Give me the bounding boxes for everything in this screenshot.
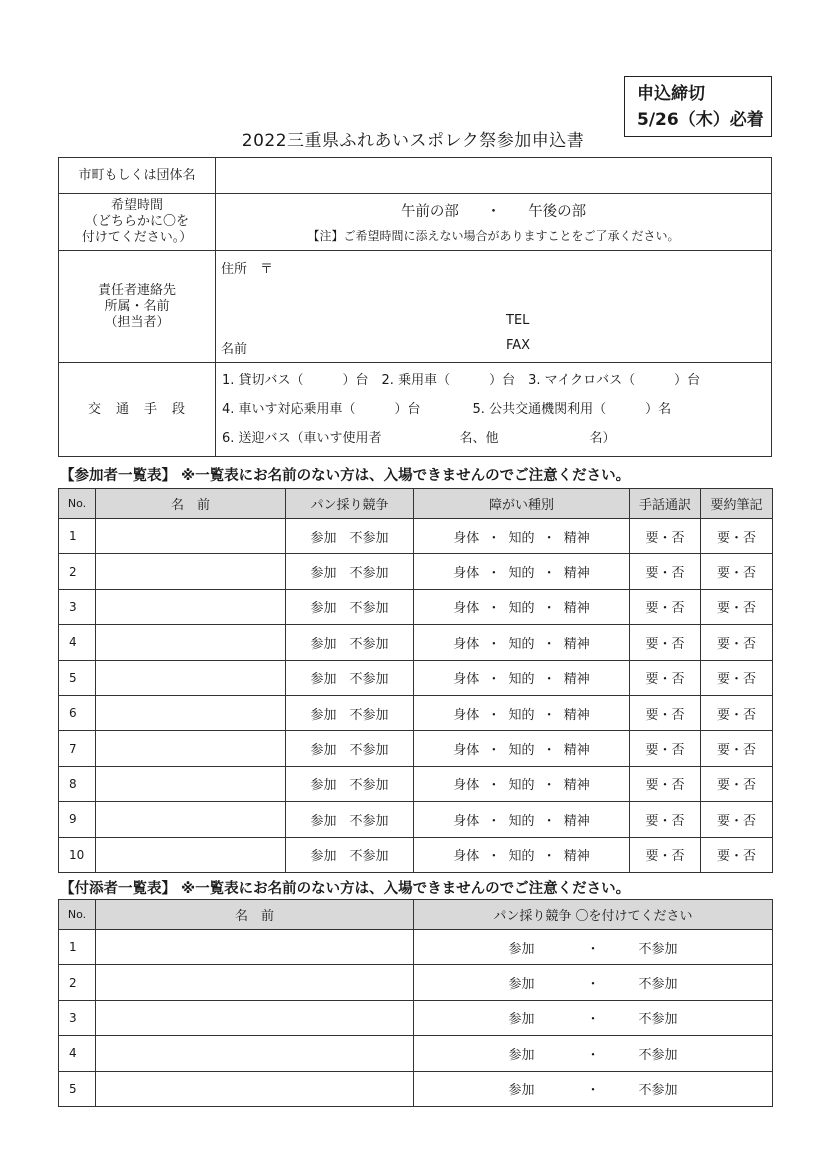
col-no: No. xyxy=(59,489,96,519)
bread-option[interactable]: 参加 不参加 xyxy=(286,695,414,730)
sign-option[interactable]: 要・否 xyxy=(630,589,701,624)
bread-option[interactable]: 参加 不参加 xyxy=(286,589,414,624)
disability-option[interactable]: 身体 ・ 知的 ・ 精神 xyxy=(414,695,630,730)
contact-label: 責任者連絡先 所属・名前 （担当者） xyxy=(59,251,216,363)
bread-option[interactable]: 参加 不参加 xyxy=(286,731,414,766)
participant-row xyxy=(59,695,773,730)
attendant-name-cell[interactable] xyxy=(96,1036,414,1071)
time-note: 【注】ご希望時間に添えない場合がありますことをご了承ください。 xyxy=(307,229,680,243)
participant-row xyxy=(59,589,773,624)
attendants-heading: 【付添者一覧表】 ※一覧表にお名前のない方は、入場できませんのでご注意ください。 xyxy=(60,881,631,897)
bread-option[interactable]: 参加 不参加 xyxy=(286,519,414,554)
deadline-date: 5/26（木）必着 xyxy=(637,110,764,130)
time-am-option[interactable]: 午前の部 xyxy=(400,204,459,220)
participant-name-cell[interactable] xyxy=(96,802,286,837)
col-no: No. xyxy=(59,900,96,930)
org-input-cell[interactable] xyxy=(216,158,772,194)
row-number: 3 xyxy=(59,1000,96,1035)
row-number: 4 xyxy=(59,625,96,660)
bread-option[interactable]: 参加 ・ 不参加 xyxy=(414,1071,773,1106)
disability-option[interactable]: 身体 ・ 知的 ・ 精神 xyxy=(414,731,630,766)
bread-option[interactable]: 参加 不参加 xyxy=(286,625,414,660)
time-select-cell[interactable]: 午前の部 ・ 午後の部 【注】ご希望時間に添えない場合がありますことをご了承ください。 xyxy=(216,194,772,251)
row-number: 6 xyxy=(59,695,96,730)
summary-option[interactable]: 要・否 xyxy=(701,625,773,660)
row-number: 1 xyxy=(59,930,96,965)
disability-option[interactable]: 身体 ・ 知的 ・ 精神 xyxy=(414,837,630,872)
participant-name-cell[interactable] xyxy=(96,695,286,730)
col-sign: 手話通訳 xyxy=(630,489,701,519)
attendant-name-cell[interactable] xyxy=(96,1000,414,1035)
col-bread: パン採り競争 〇を付けてください xyxy=(414,900,773,930)
row-number: 8 xyxy=(59,766,96,801)
col-name: 名 前 xyxy=(96,489,286,519)
sign-option[interactable]: 要・否 xyxy=(630,695,701,730)
participant-row xyxy=(59,625,773,660)
sign-option[interactable]: 要・否 xyxy=(630,554,701,589)
row-number: 7 xyxy=(59,731,96,766)
transport-line-3: 6. 送迎バス（車いす使用者 名、他 名） xyxy=(222,431,616,446)
disability-option[interactable]: 身体 ・ 知的 ・ 精神 xyxy=(414,625,630,660)
summary-option[interactable]: 要・否 xyxy=(701,695,773,730)
row-number: 4 xyxy=(59,1036,96,1071)
attendant-name-cell[interactable] xyxy=(96,930,414,965)
disability-option[interactable]: 身体 ・ 知的 ・ 精神 xyxy=(414,519,630,554)
bread-option[interactable]: 参加 不参加 xyxy=(286,837,414,872)
applicant-info-table xyxy=(58,157,772,457)
participant-name-cell[interactable] xyxy=(96,660,286,695)
disability-option[interactable]: 身体 ・ 知的 ・ 精神 xyxy=(414,554,630,589)
disability-option[interactable]: 身体 ・ 知的 ・ 精神 xyxy=(414,660,630,695)
summary-option[interactable]: 要・否 xyxy=(701,802,773,837)
attendants-table xyxy=(58,899,773,1107)
contact-cell[interactable] xyxy=(216,251,772,363)
sign-option[interactable]: 要・否 xyxy=(630,766,701,801)
col-disability: 障がい種別 xyxy=(414,489,630,519)
org-label: 市町もしくは団体名 xyxy=(59,158,216,194)
sign-option[interactable]: 要・否 xyxy=(630,519,701,554)
summary-option[interactable]: 要・否 xyxy=(701,660,773,695)
row-number: 3 xyxy=(59,589,96,624)
participant-name-cell[interactable] xyxy=(96,766,286,801)
bread-option[interactable]: 参加 不参加 xyxy=(286,554,414,589)
address-label: 住所 〒 xyxy=(221,262,274,277)
col-summary: 要約筆記 xyxy=(701,489,773,519)
participant-name-cell[interactable] xyxy=(96,589,286,624)
row-number: 10 xyxy=(59,837,96,872)
participant-name-cell[interactable] xyxy=(96,731,286,766)
participant-row xyxy=(59,802,773,837)
transport-cell[interactable] xyxy=(216,363,772,457)
participant-name-cell[interactable] xyxy=(96,837,286,872)
attendant-name-cell[interactable] xyxy=(96,965,414,1000)
sign-option[interactable]: 要・否 xyxy=(630,731,701,766)
time-pm-option[interactable]: 午後の部 xyxy=(528,204,587,220)
row-number: 9 xyxy=(59,802,96,837)
attendant-name-cell[interactable] xyxy=(96,1071,414,1106)
transport-label: 交 通 手 段 xyxy=(59,363,216,457)
summary-option[interactable]: 要・否 xyxy=(701,519,773,554)
row-number: 2 xyxy=(59,554,96,589)
row-number: 2 xyxy=(59,965,96,1000)
summary-option[interactable]: 要・否 xyxy=(701,731,773,766)
transport-line-1: 1. 貸切バス（ ）台 2. 乗用車（ ）台 3. マイクロバス（ ）台 xyxy=(222,373,701,388)
row-number: 5 xyxy=(59,660,96,695)
attendant-row xyxy=(59,1036,773,1071)
fax-label: FAX xyxy=(506,338,531,353)
summary-option[interactable]: 要・否 xyxy=(701,589,773,624)
participant-row xyxy=(59,766,773,801)
attendant-row xyxy=(59,1000,773,1035)
participant-row xyxy=(59,731,773,766)
participant-row xyxy=(59,660,773,695)
attendant-row xyxy=(59,965,773,1000)
disability-option[interactable]: 身体 ・ 知的 ・ 精神 xyxy=(414,589,630,624)
participant-row xyxy=(59,554,773,589)
summary-option[interactable]: 要・否 xyxy=(701,766,773,801)
bread-option[interactable]: 参加 ・ 不参加 xyxy=(414,1036,773,1071)
participant-name-cell[interactable] xyxy=(96,519,286,554)
summary-option[interactable]: 要・否 xyxy=(701,837,773,872)
col-name: 名 前 xyxy=(96,900,414,930)
participant-name-cell[interactable] xyxy=(96,554,286,589)
col-bread: パン採り競争 xyxy=(286,489,414,519)
participants-heading: 【参加者一覧表】 ※一覧表にお名前のない方は、入場できませんのでご注意ください。 xyxy=(60,468,631,484)
disability-option[interactable]: 身体 ・ 知的 ・ 精神 xyxy=(414,766,630,801)
time-label: 希望時間 （どちらかに〇を 付けてください。） xyxy=(59,194,216,251)
bread-option[interactable]: 参加 不参加 xyxy=(286,660,414,695)
sign-option[interactable]: 要・否 xyxy=(630,625,701,660)
attendant-row xyxy=(59,930,773,965)
participant-name-cell[interactable] xyxy=(96,625,286,660)
row-number: 5 xyxy=(59,1071,96,1106)
participants-table xyxy=(58,488,773,873)
document-title: 2022三重県ふれあいスポレク祭参加申込書 xyxy=(241,131,585,151)
bread-option[interactable]: 参加 ・ 不参加 xyxy=(414,1000,773,1035)
sign-option[interactable]: 要・否 xyxy=(630,837,701,872)
deadline-label: 申込締切 xyxy=(637,84,705,104)
sign-option[interactable]: 要・否 xyxy=(630,660,701,695)
sign-option[interactable]: 要・否 xyxy=(630,802,701,837)
disability-option[interactable]: 身体 ・ 知的 ・ 精神 xyxy=(414,802,630,837)
bread-option[interactable]: 参加 ・ 不参加 xyxy=(414,930,773,965)
name-label: 名前 xyxy=(221,342,248,357)
bread-option[interactable]: 参加 不参加 xyxy=(286,766,414,801)
summary-option[interactable]: 要・否 xyxy=(701,554,773,589)
bread-option[interactable]: 参加 ・ 不参加 xyxy=(414,965,773,1000)
row-number: 1 xyxy=(59,519,96,554)
participant-row xyxy=(59,519,773,554)
bread-option[interactable]: 参加 不参加 xyxy=(286,802,414,837)
transport-line-2: 4. 車いす対応乗用車（ ）台 5. 公共交通機関利用（ ）名 xyxy=(222,402,672,417)
tel-label: TEL xyxy=(506,313,530,328)
participant-row xyxy=(59,837,773,872)
attendant-row xyxy=(59,1071,773,1106)
